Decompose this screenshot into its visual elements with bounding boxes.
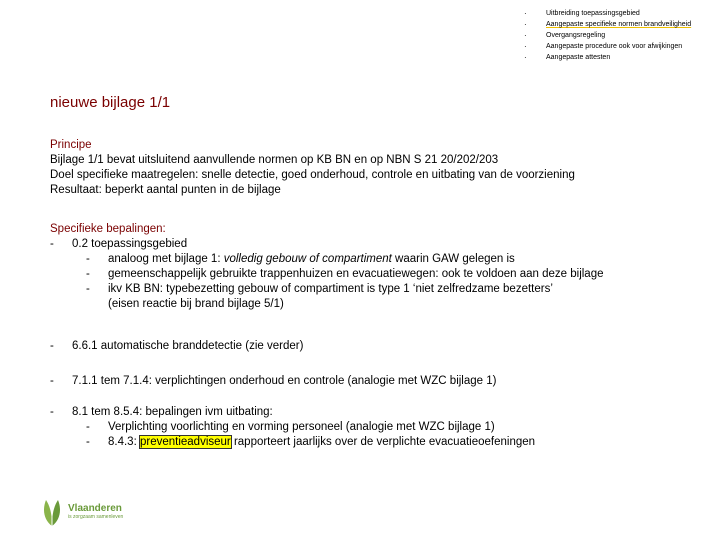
spec-item: - 6.6.1 automatische branddetectie (zie verder) <box>50 340 304 352</box>
principe-line: Doel specifieke maatregelen: snelle detectie, goed onderhoud, controle en uitbating van de voorziening <box>50 169 575 181</box>
spec-item-uitbating: - 8.1 tem 8.5.4: bepalingen ivm uitbating: - Verplichting voorlichting en vorming personeel (analogie met WZC bijlage 1) - 8.4.3: preventieadviseur rapporteert jaarlijks over de verplichte evacuatieoefeningen <box>50 406 536 448</box>
section-list <box>520 8 691 63</box>
section-item: · Aangepaste attesten <box>520 52 691 63</box>
section-item-active: · Aangepaste specifieke normen brandveiligheid <box>520 19 691 30</box>
spec-subitem: - 8.4.3: preventieadviseur rapporteert jaarlijks over de verplichte evacuatieoefeningen <box>86 436 536 448</box>
spec-subitem: - analoog met bijlage 1: volledig gebouw of compartiment waarin GAW gelegen is <box>86 253 515 265</box>
vlaanderen-logo <box>40 496 123 528</box>
spec-subitem: - gemeenschappelijk gebruikte trappenhuizen en evacuatiewegen: ook te voldoen aan deze bijlage <box>86 268 604 280</box>
principe-line: Resultaat: beperkt aantal punten in de bijlage <box>50 184 281 196</box>
spec-subitem-cont: (eisen reactie bij brand bijlage 5/1) <box>108 298 284 310</box>
logo-tagline: is zorgzaam samenleven <box>68 514 124 520</box>
spec-block <box>50 222 604 312</box>
spec-subitem: - ikv KB BN: typebezetting gebouw of compartiment is type 1 ‘niet zelfredzame bezetters’ <box>86 283 553 295</box>
spec-heading: Specifieke bepalingen: <box>50 223 166 235</box>
principe-line: Bijlage 1/1 bevat uitsluitend aanvullende normen op KB BN en op NBN S 21 20/202/203 <box>50 154 499 166</box>
section-item: · Uitbreiding toepassingsgebied <box>520 8 691 19</box>
spec-item: - 7.1.1 tem 7.1.4: verplichtingen onderhoud en controle (analogie met WZC bijlage 1) <box>50 375 497 387</box>
highlight-preventieadviseur: preventieadviseur <box>139 436 231 448</box>
section-item: · Overgangsregeling <box>520 30 691 41</box>
slide-title: nieuwe bijlage 1/1 <box>50 94 171 111</box>
section-item: · Aangepaste procedure ook voor afwijkingen <box>520 41 691 52</box>
principe-block <box>50 138 575 198</box>
principe-heading: Principe <box>50 139 92 151</box>
logo-name: Vlaanderen <box>68 503 122 514</box>
spec-item: - 0.2 toepassingsgebied <box>50 238 188 250</box>
spec-subitem: - Verplichting voorlichting en vorming personeel (analogie met WZC bijlage 1) <box>86 421 495 433</box>
lion-leaf-icon <box>40 496 64 528</box>
